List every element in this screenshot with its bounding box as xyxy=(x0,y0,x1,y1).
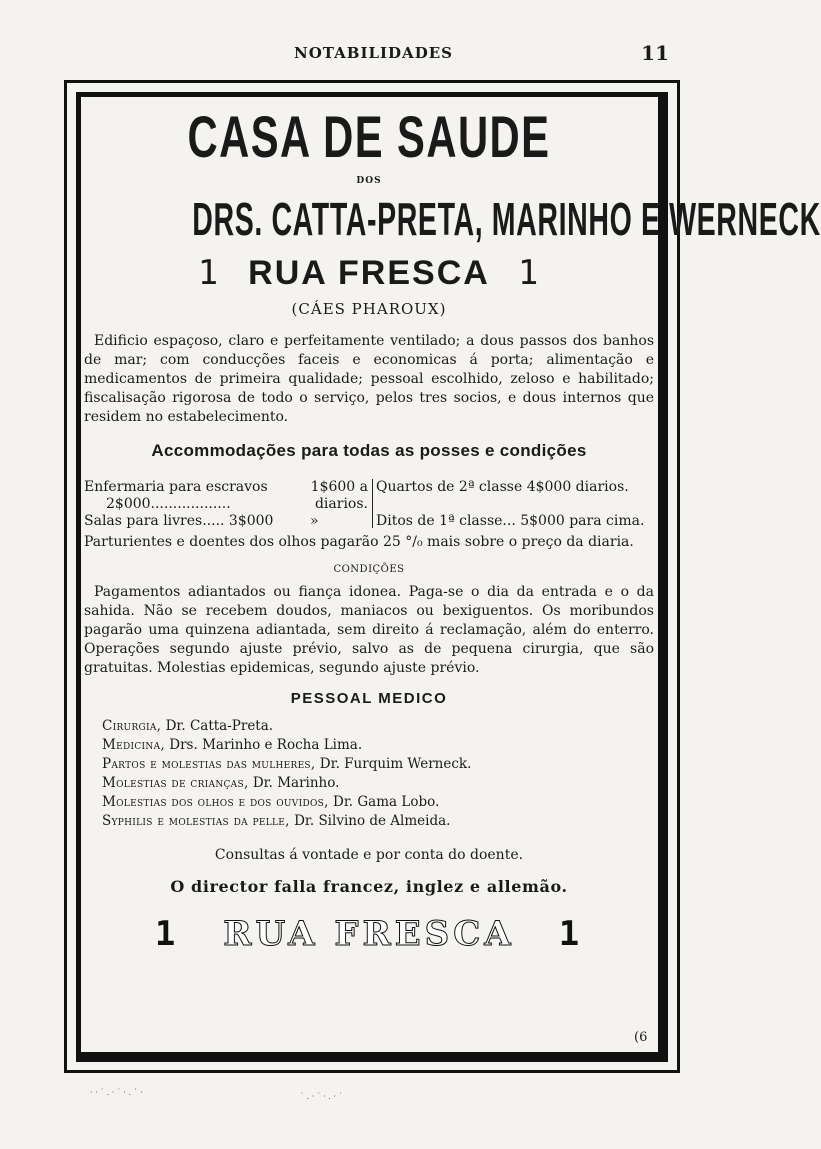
price-left-column xyxy=(84,479,368,530)
parturientes-note: Parturientes e doentes dos olhos pagarão 25 °/₀ mais sobre o preço da diaria. xyxy=(84,534,634,550)
price-row xyxy=(84,496,368,513)
running-head-title: NOTABILIDADES xyxy=(294,44,453,62)
staff-heading: PESSOAL MEDICO xyxy=(290,690,448,707)
running-head xyxy=(0,41,747,70)
price-right-column xyxy=(372,479,658,528)
staff-names: Dr. Gama Lobo. xyxy=(333,794,440,810)
conditions-heading: CONDIÇÕES xyxy=(333,564,405,575)
address-line xyxy=(84,252,654,294)
price-row: Ditos de 1ª classe... 5$000 para cima. xyxy=(376,513,645,529)
staff-specialty: Molestias de crianças, xyxy=(102,775,249,791)
price-label: 2$000.................. xyxy=(106,496,231,512)
staff-specialty: Molestias dos olhos e dos ouvidos, xyxy=(102,794,329,810)
advertisement xyxy=(84,98,821,954)
print-speck: · · ˙ . · ˙ · . ˙ · xyxy=(90,1088,143,1097)
price-value: » xyxy=(310,513,319,529)
staff-specialty: Medicina, xyxy=(102,737,165,753)
staff-names: Dr. Silvino de Almeida. xyxy=(294,813,451,829)
staff-specialty: Partos e molestias das mulheres, xyxy=(102,756,316,772)
address-street: RUA FRESCA xyxy=(248,254,490,292)
staff-names: Dr. Catta-Preta. xyxy=(165,718,274,734)
price-label: Salas para livres..... 3$000 xyxy=(84,513,274,529)
address-number-right: 1 xyxy=(517,253,541,293)
staff-specialty: Cirurgia, xyxy=(102,718,162,734)
ad-title: CASA DE SAUDE xyxy=(187,105,551,170)
staff-item xyxy=(102,736,654,755)
staff-item xyxy=(102,717,654,736)
staff-specialty: Syphilis e molestias da pelle, xyxy=(102,813,290,829)
director-note: O director falla francez, inglez e allemão. xyxy=(170,877,568,896)
staff-names: Dr. Furquim Werneck. xyxy=(319,756,472,772)
staff-item xyxy=(102,755,654,774)
staff-names: Dr. Marinho. xyxy=(252,775,340,791)
price-label: Enfermaria para escravos xyxy=(84,479,268,495)
dos-label: DOS xyxy=(356,176,382,186)
plate-number: (6 xyxy=(634,1030,648,1045)
consultations-note: Consultas á vontade e por conta do doente. xyxy=(214,847,524,863)
staff-item xyxy=(102,812,654,831)
caes-label: (CÁES PHAROUX) xyxy=(291,300,447,318)
bottom-number-left: 1 xyxy=(154,914,180,954)
address-number-left: 1 xyxy=(197,253,221,293)
staff-item xyxy=(102,774,654,793)
staff-list xyxy=(84,717,654,831)
conditions-paragraph: Pagamentos adiantados ou fiança idonea. Paga-se o dia da entrada e o da sahida. Não se recebem doudos, maniacos ou bexiguentos. Os moribundos pagarão uma quinzena adiantada, sem direito á reclamação, além do enterro. Operações segundo ajuste prévio, salvo as de pequena cirurgia, que são gratuitas. Molestias epidemicas, segundo ajuste prévio. xyxy=(84,584,654,676)
bottom-number-right: 1 xyxy=(558,914,584,954)
doctors-heading: DRS. CATTA-PRETA, MARINHO E WERNECK xyxy=(192,193,821,245)
price-row xyxy=(84,513,368,530)
price-row xyxy=(84,479,368,496)
staff-item xyxy=(102,793,654,812)
price-value: diarios. xyxy=(314,496,368,512)
bottom-street: RUA FRESCA xyxy=(223,914,515,954)
price-row: Quartos de 2ª classe 4$000 diarios. xyxy=(376,479,629,495)
print-speck: ˙ . · ˙ · . · ˙ xyxy=(300,1092,343,1101)
price-table xyxy=(84,479,654,531)
bottom-banner xyxy=(84,914,654,954)
accommodations-heading: Accommodações para todas as posses e condições xyxy=(151,441,587,460)
page-number: 11 xyxy=(641,41,669,65)
price-row xyxy=(376,496,658,513)
description-paragraph: Edificio espaçoso, claro e perfeitamente ventilado; a dous passos dos banhos de mar; com conducções faceis e economicas á porta; alimentação e medicamentos de primeira qualidade; pessoal escolhido, zeloso e habilitado; fiscalisação rigorosa de todo o serviço, pelos tres socios, e dous internos que residem no estabelecimento. xyxy=(84,333,654,425)
price-value: 1$600 a xyxy=(310,479,368,495)
staff-names: Drs. Marinho e Rocha Lima. xyxy=(169,737,363,753)
